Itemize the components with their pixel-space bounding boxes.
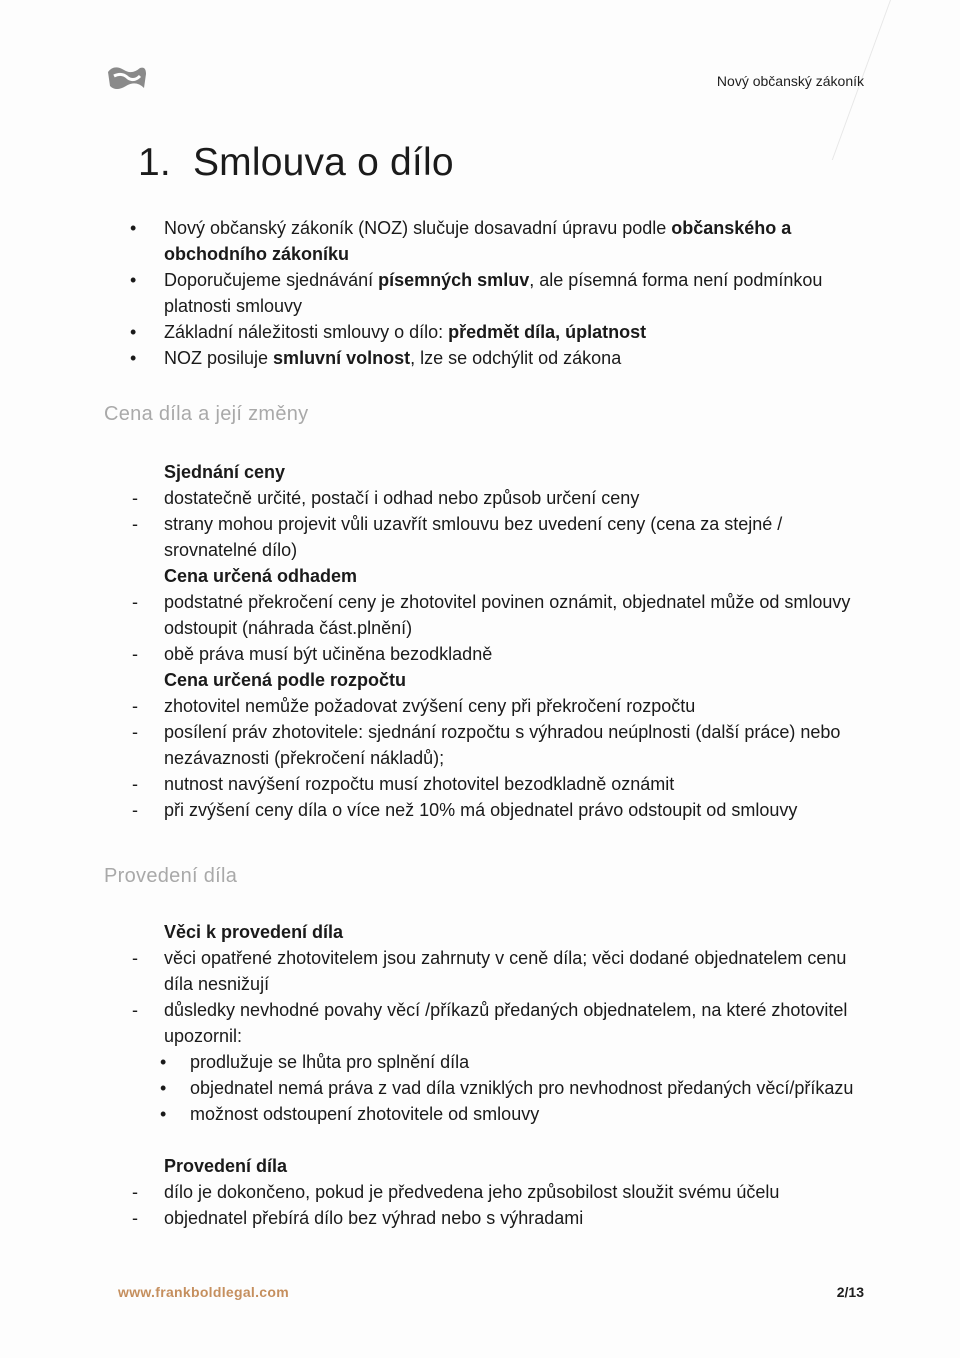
heading-text: Smlouva o dílo xyxy=(192,141,454,184)
section-title-execution: Provedení díla xyxy=(104,865,238,887)
dash-item: - strany mohou projevit vůli uzavřít smlouvu bez uvedení ceny (cena za stejné / srovnatelné dílo) xyxy=(130,511,860,563)
header-title: Nový občanský zákoník xyxy=(716,73,864,89)
subheading: Věci k provedení díla xyxy=(164,922,344,942)
intro-bullet-list xyxy=(128,215,858,371)
page-title xyxy=(138,141,454,185)
intro-bullet-item xyxy=(128,267,858,319)
bullet-text: , ale písemná forma není podmínkou platnosti smlouvy xyxy=(164,270,823,316)
bullet-text: Doporučujeme sjednávání xyxy=(164,270,379,290)
subheading: Sjednání ceny xyxy=(164,462,286,482)
page-number: 2/13 xyxy=(836,1284,864,1300)
dash-item: - posílení práv zhotovitele: sjednání rozpočtu s výhradou neúplnosti (další práce) nebo nezávaznosti (překročení nákladů); xyxy=(130,719,860,771)
bullet-bold-text: občanského a obchodního zákoníku xyxy=(164,218,792,264)
bullet-text: Základní náležitosti smlouvy o dílo: xyxy=(164,322,449,342)
dash-item: - zhotovitel nemůže požadovat zvýšení ceny při překročení rozpočtu xyxy=(130,693,860,719)
bullet-bold-text: smluvní volnost xyxy=(273,348,411,368)
dash-item: - důsledky nevhodné povahy věcí /příkazů předaných objednatelem, na které zhotovitel upozornil: xyxy=(130,997,860,1049)
subheading: Cena určená odhadem xyxy=(164,566,358,586)
nested-bullet-item: • možnost odstoupení zhotovitele od smlouvy xyxy=(130,1101,860,1127)
bullet-bold-text: předmět díla, úplatnost xyxy=(448,322,647,342)
dash-item: - věci opatřené zhotovitelem jsou zahrnuty v ceně díla; věci dodané objednatelem cenu díla nesnižují xyxy=(130,945,860,997)
bullet-text: Nový občanský zákoník (NOZ) slučuje dosavadní úpravu podle xyxy=(164,218,672,238)
spacer xyxy=(130,1127,860,1153)
subheading: Provedení díla xyxy=(164,1156,288,1176)
dash-item: - při zvýšení ceny díla o více než 10% má objednatel právo odstoupit od smlouvy xyxy=(130,797,860,823)
dash-item: - objednatel přebírá dílo bez výhrad nebo s výhradami xyxy=(130,1205,860,1231)
intro-bullet-item xyxy=(128,215,858,267)
dash-item: - nutnost navýšení rozpočtu musí zhotovitel bezodkladně oznámit xyxy=(130,771,860,797)
subheading: Cena určená podle rozpočtu xyxy=(164,670,407,690)
section-execution-content xyxy=(130,919,860,1231)
frank-bold-logo-icon xyxy=(104,60,150,100)
intro-bullet-item xyxy=(128,319,858,345)
heading-number: 1. xyxy=(138,141,171,184)
bullet-text: , lze se odchýlit od zákona xyxy=(410,348,622,368)
bullet-text: NOZ posiluje xyxy=(164,348,274,368)
section-title-price: Cena díla a její změny xyxy=(104,403,309,425)
dash-item: - podstatné překročení ceny je zhotovitel povinen oznámit, objednatel může od smlouvy odstoupit (náhrada část.plnění) xyxy=(130,589,860,641)
nested-bullet-item: • prodlužuje se lhůta pro splnění díla xyxy=(130,1049,860,1075)
dash-item: - obě práva musí být učiněna bezodkladně xyxy=(130,641,860,667)
dash-item: - dílo je dokončeno, pokud je předvedena jeho způsobilost sloužit svému účelu xyxy=(130,1179,860,1205)
footer-url: www.frankboldlegal.com xyxy=(118,1284,289,1300)
nested-bullet-item: • objednatel nemá práva z vad díla vzniklých pro nevhodnost předaných věcí/příkazu xyxy=(130,1075,860,1101)
dash-item: - dostatečně určité, postačí i odhad nebo způsob určení ceny xyxy=(130,485,860,511)
bullet-bold-text: písemných smluv xyxy=(378,270,530,290)
intro-bullet-item xyxy=(128,345,858,371)
section-price-content xyxy=(130,459,860,823)
